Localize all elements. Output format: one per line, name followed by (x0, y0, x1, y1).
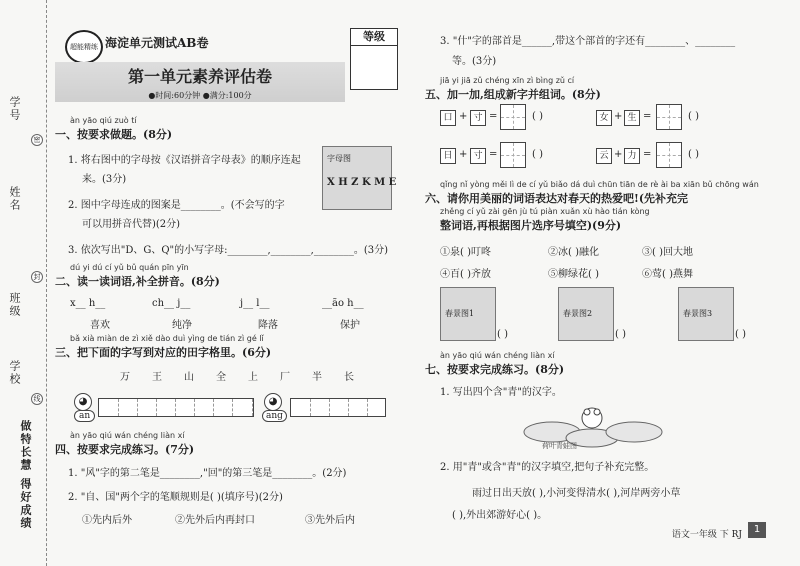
s4-opt2: ②先外后内再封口 (175, 515, 255, 526)
s5-r2-paren[interactable]: ( ) (688, 111, 699, 122)
seal-mark: 封 (31, 271, 43, 283)
section7-pinyin: àn yāo qiú wán chéng liàn xí (440, 351, 555, 360)
letters-text: X H Z K M E (327, 177, 397, 188)
s3-char-2: 王 (152, 372, 162, 383)
plus-sign: + (614, 111, 623, 122)
seal-mark: 密 (31, 134, 43, 146)
s5-r2-part-a: 女 (596, 110, 612, 126)
spring-image-caption: 春景图3 (683, 309, 713, 318)
an-grid[interactable] (98, 398, 254, 417)
s5-r2-answer[interactable] (656, 104, 682, 130)
s3-char-8: 长 (344, 372, 354, 383)
section6-title-1: 六、请你用美丽的词语表达对春天的热爱吧!(先补充完 (425, 192, 689, 205)
letters-image (322, 146, 397, 210)
s6-word-1: ①泉( )叮咚 (440, 247, 491, 258)
s5-r1-part-a: 口 (440, 110, 456, 126)
footer-label: 语文一年级 下 RJ (671, 530, 742, 540)
school-label: 学校 (8, 360, 21, 386)
s5-r1-paren[interactable]: ( ) (532, 111, 543, 122)
s1-q2-line2: 可以用拼音代替)(2分) (82, 219, 181, 230)
an-label: an (74, 410, 95, 422)
lotus-frog-image (512, 400, 672, 450)
plus-sign: + (614, 149, 623, 160)
s5-r3-part-a: 日 (440, 148, 456, 164)
section1-pinyin: àn yāo qiú zuò tí (70, 116, 137, 125)
bird-icon: ◕ (74, 393, 92, 411)
s5-r3-paren[interactable]: ( ) (532, 149, 543, 160)
s6-word-2: ②冰( )融化 (548, 247, 599, 258)
s6-word-6: ⑥莺( )燕舞 (642, 269, 693, 280)
brand-title: 海淀单元测试AB卷 (105, 36, 209, 50)
level-label: 等级 (351, 29, 397, 46)
s3-char-1: 万 (120, 372, 130, 383)
exam-header (55, 28, 385, 106)
s5-r4-paren[interactable]: ( ) (688, 149, 699, 160)
section3-pinyin: bǎ xià miàn de zì xiě dào duì yìng de tián zì gé lǐ (70, 334, 264, 343)
s5-r3-part-b: 寸 (470, 148, 486, 164)
spring-image-3 (678, 287, 734, 341)
s1-q1-line2: 来。(3分) (82, 174, 127, 185)
equals-sign: = (489, 149, 498, 160)
plus-sign: + (459, 149, 468, 160)
s5-r2-part-b: 生 (624, 110, 640, 126)
s6-img3-paren[interactable]: ( ) (735, 329, 746, 340)
plus-sign: + (459, 111, 468, 122)
section4-pinyin: àn yāo qiú wán chéng liàn xí (70, 431, 185, 440)
section5-title: 五、加一加,组成新字并组词。(8分) (425, 88, 601, 101)
spring-image-1 (440, 287, 496, 341)
s7-sentence-1: 雨过日出天放( ),小河变得清水( ),河岸两旁小草 (472, 488, 681, 499)
s6-word-3: ③( )回大地 (642, 247, 693, 258)
s3-char-6: 厂 (280, 372, 290, 383)
r1-q3-line1: 3. "什"字的部首是______,带这个部首的字还有________、________ (440, 36, 736, 47)
logo: 超能精练 (65, 30, 103, 64)
s5-r4-part-a: 云 (596, 148, 612, 164)
s2-item3-word: 降落 (258, 320, 278, 331)
s7-q1: 1. 写出四个含"青"的汉字。 (440, 387, 562, 398)
s5-r4-answer[interactable] (656, 142, 682, 168)
s3-char-5: 上 (248, 372, 258, 383)
s5-r1-part-b: 寸 (470, 110, 486, 126)
s4-q1: 1. "风"字的第二笔是________,"回"的第三笔是________。(2分) (68, 468, 347, 479)
s5-r4-part-b: 力 (624, 148, 640, 164)
equals-sign: = (489, 111, 498, 122)
s5-r1-answer[interactable] (500, 104, 526, 130)
spring-image-2 (558, 287, 614, 341)
s6-word-5: ⑤柳绿花( ) (548, 269, 599, 280)
section2-pinyin: dú yi dú cí yǔ bǔ quán pīn yīn (70, 263, 189, 272)
section2-title: 二、读一读词语,补全拼音。(8分) (55, 275, 220, 288)
letters-image-caption: 字母图 (327, 154, 351, 163)
seal-mark: 线 (31, 393, 43, 405)
section6-title-2: 整词语,再根据图片选序号填空)(9分) (440, 219, 622, 232)
s3-char-4: 全 (216, 372, 226, 383)
s3-char-3: 山 (184, 372, 194, 383)
s7-sentence-2: ( ),外出郊游好心( )。 (452, 510, 548, 521)
s2-item2-word: 纯净 (172, 320, 192, 331)
section6-pinyin-2: zhěng cí yǔ zài gēn jù tú piàn xuǎn xù hào tián kòng (440, 207, 650, 216)
s1-q3: 3. 依次写出"D、G、Q"的小写字母:________,________,________。(3分) (68, 245, 389, 256)
s2-item1-pinyin: x__ h__ (70, 298, 106, 309)
ang-label: ang (262, 410, 287, 422)
section1-title: 一、按要求做题。(8分) (55, 128, 173, 141)
s2-item2-pinyin: ch__ j__ (152, 298, 191, 309)
class-label: 班级 (8, 292, 21, 318)
r1-q3-line2: 等。(3分) (452, 56, 497, 67)
name-label: 姓名 (8, 186, 21, 212)
s5-r3-answer[interactable] (500, 142, 526, 168)
s4-q2: 2. "自、国"两个字的笔顺规则是( )(填序号)(2分) (68, 492, 283, 503)
equals-sign: = (643, 149, 652, 160)
section7-title: 七、按要求完成练习。(8分) (425, 363, 565, 376)
s3-char-7: 半 (312, 372, 322, 383)
s6-img1-paren[interactable]: ( ) (497, 329, 508, 340)
student-no-label: 学号 (8, 96, 21, 122)
section6-pinyin-1: qǐng nǐ yòng měi lì de cí yǔ biǎo dá duì chūn tiān de rè ài ba xiān bǔ chōng wán (440, 180, 759, 189)
s2-item4-word: 保护 (340, 320, 360, 331)
section4-title: 四、按要求完成练习。(7分) (55, 443, 195, 456)
ang-grid[interactable] (290, 398, 386, 417)
page-title: 第一单元素养评估卷 (127, 67, 272, 86)
page-number: 1 (748, 522, 766, 538)
spring-image-caption: 春景图1 (445, 309, 475, 318)
s4-opt1: ①先内后外 (82, 515, 132, 526)
s1-q1-line1: 1. 将右图中的字母按《汉语拼音字母表》的顺序连起 (68, 155, 301, 166)
section5-pinyin: jiā yi jiā zǔ chéng xīn zì bìng zǔ cí (440, 76, 575, 85)
lily-pad (606, 422, 662, 442)
s7-q2: 2. 用"青"或含"青"的汉字填空,把句子补充完整。 (440, 462, 655, 473)
s6-word-4: ④百( )齐放 (440, 269, 491, 280)
s4-opt3: ③先外后内 (305, 515, 355, 526)
s2-item4-pinyin: __ão h__ (322, 298, 364, 309)
s2-item3-pinyin: j__ l__ (240, 298, 270, 309)
lotus-image-caption: 荷叶青蛙图 (542, 442, 577, 450)
s6-img2-paren[interactable]: ( ) (615, 329, 626, 340)
motto: 做特长慧 得好成绩 (19, 420, 32, 530)
spring-image-caption: 春景图2 (563, 309, 593, 318)
bird-icon: ◕ (264, 393, 282, 411)
time-score: ●时间:60分钟 ●满分:100分 (148, 91, 252, 100)
s2-item1-word: 喜欢 (90, 320, 110, 331)
binding-strip (0, 0, 47, 566)
level-box (350, 28, 398, 90)
section3-title: 三、把下面的字写到对应的田字格里。(6分) (55, 346, 272, 359)
s1-q2-line1: 2. 图中字母连成的图案是________。(不会写的字 (68, 200, 285, 211)
equals-sign: = (643, 111, 652, 122)
